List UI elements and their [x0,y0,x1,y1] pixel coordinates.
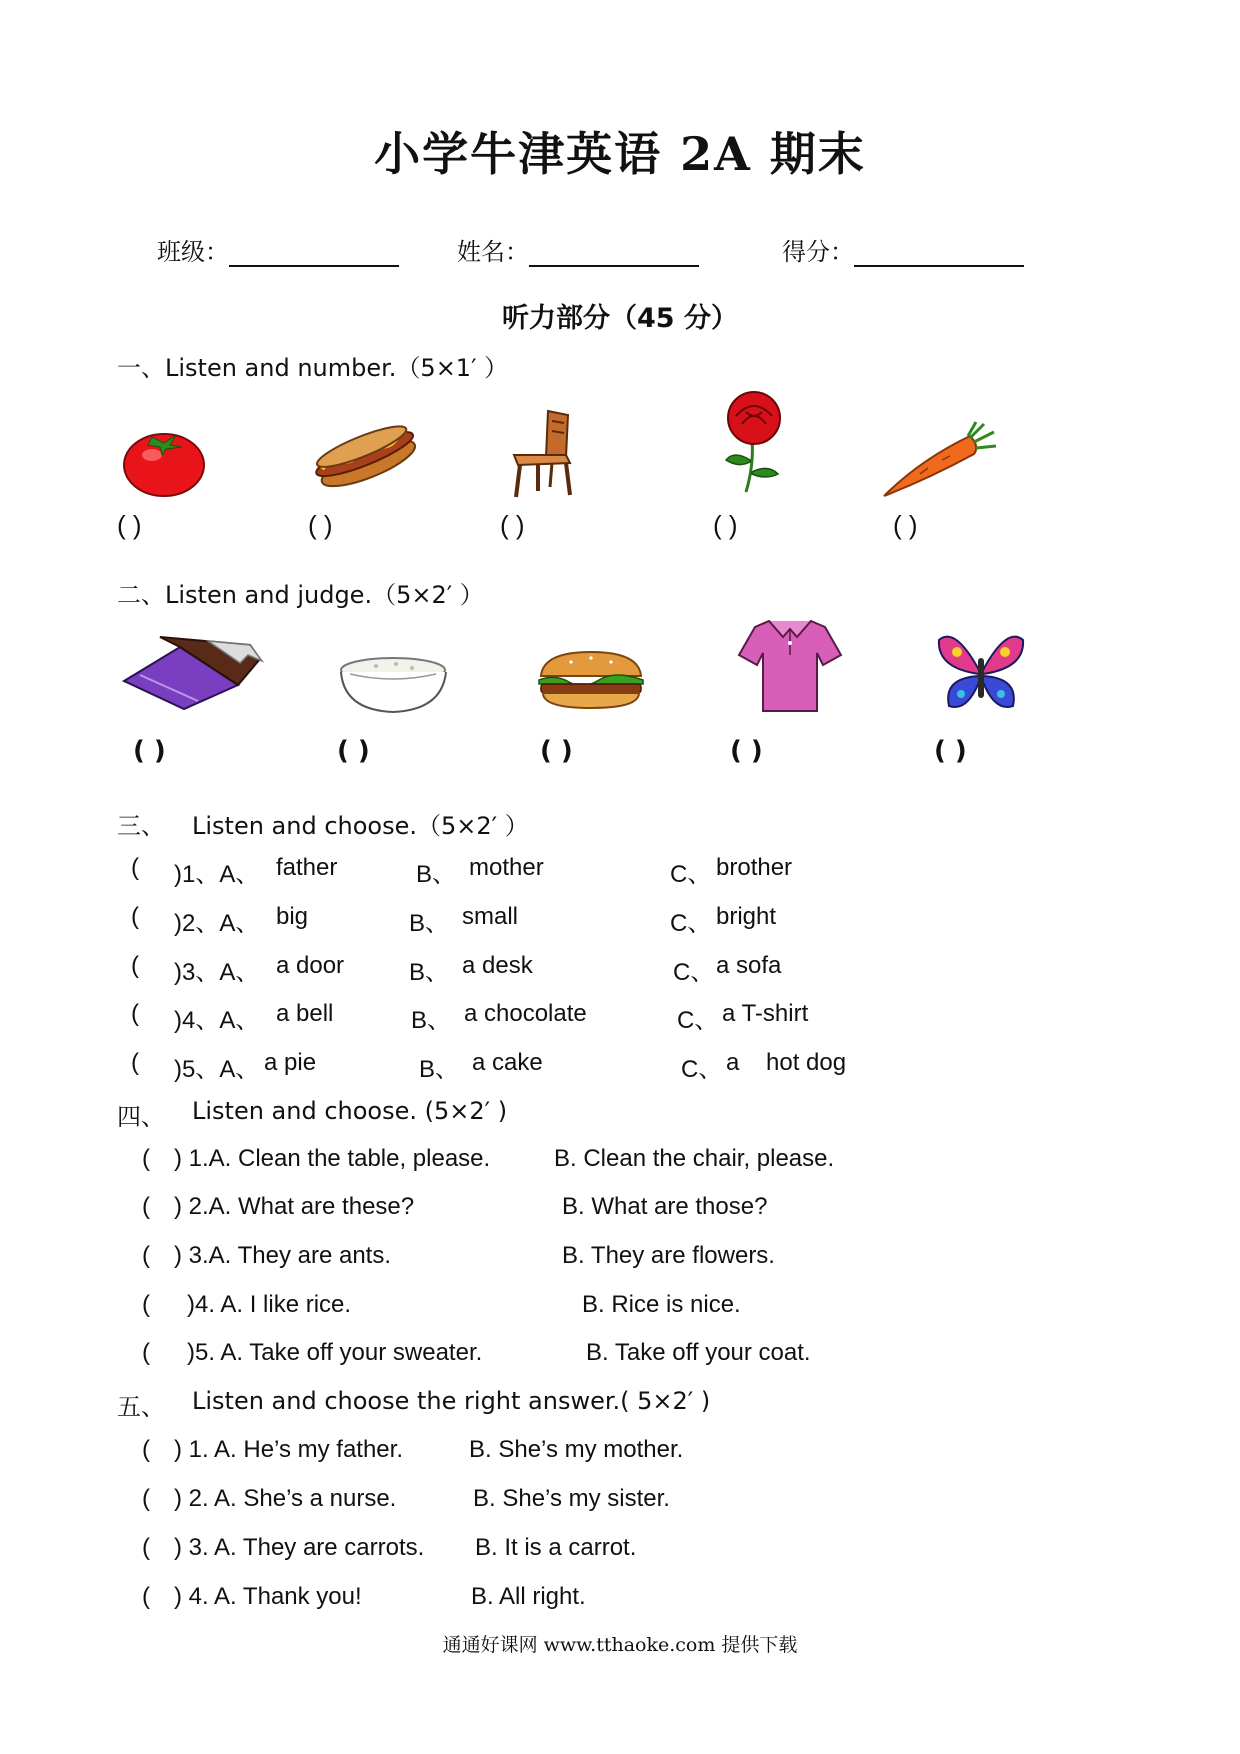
option-b: mother [469,854,544,881]
section5-number: 五、 [117,1393,165,1421]
answer-bracket[interactable]: ( ) [893,510,918,540]
score-label: 得分： [782,238,854,266]
option-b: B. Rice is nice. [582,1291,741,1318]
answer-paren[interactable]: ( [142,1242,150,1269]
option-a: ) 3. A. They are carrots. [174,1534,425,1561]
score-field [782,232,1024,267]
option-b: B. They are flowers. [562,1242,775,1269]
answer-bracket[interactable]: ( ) [500,510,525,540]
answer-paren[interactable]: ( [131,952,139,979]
option-b-label: B、 [411,1007,452,1034]
name-label: 姓名： [457,238,529,266]
option-b: small [462,903,519,930]
option-c-label: C、 [677,1007,719,1034]
answer-paren[interactable]: ( [142,1291,150,1318]
answer-bracket[interactable]: ( ) [337,736,370,766]
option-a: ) 1. A. He’s my father. [174,1436,403,1463]
option-a: ) 2.A. What are these? [174,1193,415,1220]
section4-number: 四、 [117,1103,165,1131]
option-b-label: B、 [409,910,450,937]
rose-icon [716,390,796,495]
answer-paren[interactable]: ( [142,1339,150,1366]
option-a: father [276,854,338,881]
answer-paren[interactable]: ( [131,903,139,930]
option-b: B. What are those? [562,1193,768,1220]
option-c-label: C、 [670,861,712,888]
name-blank[interactable] [529,239,699,267]
answer-paren[interactable]: ( [142,1193,150,1220]
section2-heading: 二、Listen and judge.（5×2′ ） [117,581,484,609]
option-c: a T-shirt [722,1000,809,1027]
question-number: )3、A、 [174,959,260,986]
option-a: ) 2. A. She’s a nurse. [174,1485,397,1512]
question-number: )4、A、 [174,1007,260,1034]
question-number: )1、A、 [174,861,260,888]
answer-bracket[interactable]: ( ) [934,736,967,766]
section3-heading: Listen and choose.（5×2′ ） [192,812,529,840]
option-a: big [276,903,309,930]
option-b: a cake [472,1049,543,1076]
option-b-label: B、 [409,959,450,986]
section3-number: 三、 [117,812,165,840]
footer-watermark: 通通好课网 www.tthaoke.com 提供下载 [442,1634,798,1656]
class-label: 班级： [157,238,229,266]
answer-bracket[interactable]: ( ) [308,510,333,540]
section5-heading: Listen and choose the right answer.( 5×2′ ) [192,1387,711,1415]
part-title: 听力部分（45 分） [502,303,738,334]
option-c: brother [716,854,793,881]
hot-dog-icon [310,420,420,490]
option-b-label: B、 [416,861,457,888]
t-shirt-icon [735,615,845,715]
class-field [157,232,399,267]
option-b: B. All right. [471,1583,586,1610]
option-b: B. It is a carrot. [475,1534,637,1561]
option-c: bright [716,903,777,930]
question-number: )2、A、 [174,910,260,937]
page-title: 小学牛津英语 2A 期末 [374,127,866,181]
option-c: a hot dog [726,1049,847,1076]
answer-paren[interactable]: ( [142,1583,150,1610]
answer-bracket[interactable]: ( ) [117,510,142,540]
chair-icon [508,407,580,499]
class-blank[interactable] [229,239,399,267]
answer-paren[interactable]: ( [131,1049,139,1076]
answer-paren[interactable]: ( [142,1485,150,1512]
option-a: a door [276,952,345,979]
option-a: )5. A. Take off your sweater. [187,1339,483,1366]
option-a: ) 4. A. Thank you! [174,1583,362,1610]
question-number: )5、A、 [174,1056,260,1083]
answer-bracket[interactable]: ( ) [730,736,763,766]
carrot-icon [880,420,998,498]
hamburger-icon [535,650,647,710]
chocolate-icon [120,625,265,710]
section4-heading: Listen and choose. (5×2′ ) [192,1097,508,1125]
rice-bowl-icon [336,650,451,714]
butterfly-icon [935,630,1027,716]
answer-paren[interactable]: ( [142,1534,150,1561]
tomato-icon [122,425,206,497]
option-b: B. She’s my mother. [469,1436,684,1463]
option-b: a desk [462,952,533,979]
answer-paren[interactable]: ( [142,1145,150,1172]
answer-bracket[interactable]: ( ) [713,510,738,540]
answer-bracket[interactable]: ( ) [540,736,573,766]
option-b: B. Take off your coat. [586,1339,811,1366]
option-b: a chocolate [464,1000,587,1027]
answer-paren[interactable]: ( [131,1000,139,1027]
answer-paren[interactable]: ( [131,854,139,881]
option-c: a sofa [716,952,782,979]
section1-heading: 一、Listen and number.（5×1′ ） [117,354,509,382]
answer-bracket[interactable]: ( ) [133,736,166,766]
option-c-label: C、 [673,959,715,986]
option-a: a pie [264,1049,317,1076]
answer-paren[interactable]: ( [142,1436,150,1463]
option-c-label: C、 [670,910,712,937]
name-field [457,232,699,267]
option-a: ) 3.A. They are ants. [174,1242,391,1269]
option-b: B. Clean the chair, please. [554,1145,835,1172]
score-blank[interactable] [854,239,1024,267]
option-c-label: C、 [681,1056,723,1083]
option-a: )4. A. I like rice. [187,1291,352,1318]
option-b: B. She’s my sister. [473,1485,670,1512]
option-a: ) 1.A. Clean the table, please. [174,1145,491,1172]
option-a: a bell [276,1000,334,1027]
option-b-label: B、 [419,1056,460,1083]
